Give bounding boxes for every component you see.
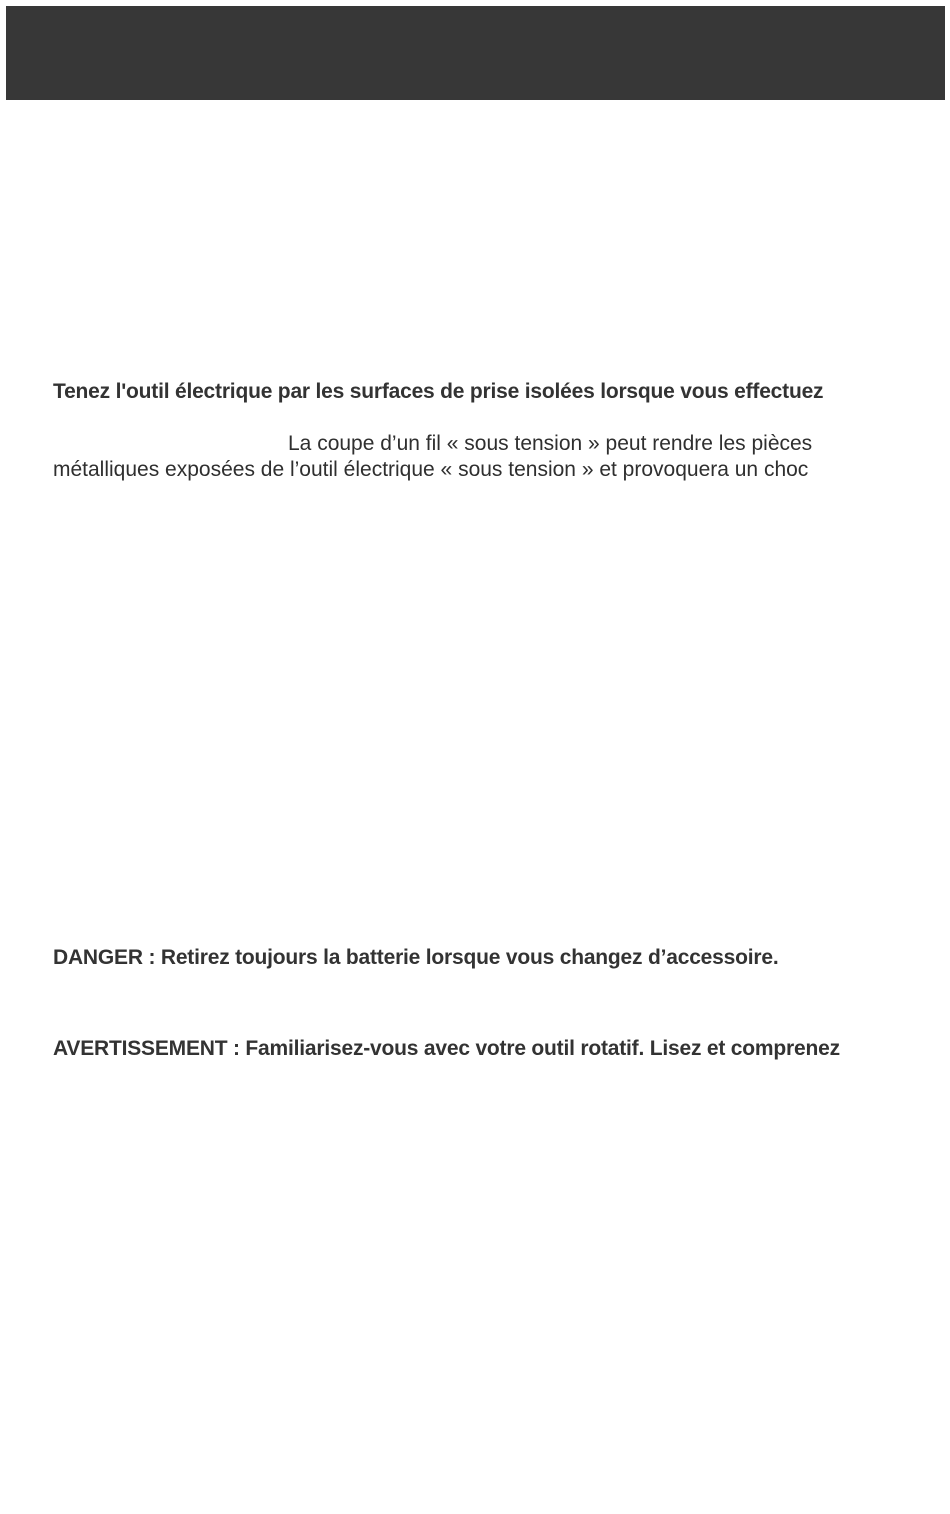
warning-notice: AVERTISSEMENT : Familiarisez-vous avec votre outil rotatif. Lisez et comprenez	[53, 1037, 840, 1060]
header-bar	[6, 6, 945, 100]
danger-notice: DANGER : Retirez toujours la batterie lorsque vous changez d’accessoire.	[53, 946, 779, 969]
insulated-grip-warning-body-line-1: La coupe d’un fil « sous tension » peut rendre les pièces	[288, 432, 813, 455]
insulated-grip-warning-heading: Tenez l'outil électrique par les surfaces de prise isolées lorsque vous effectuez	[53, 380, 824, 403]
insulated-grip-warning-body-line-2: métalliques exposées de l’outil électrique « sous tension » et provoquera un choc	[53, 458, 809, 481]
